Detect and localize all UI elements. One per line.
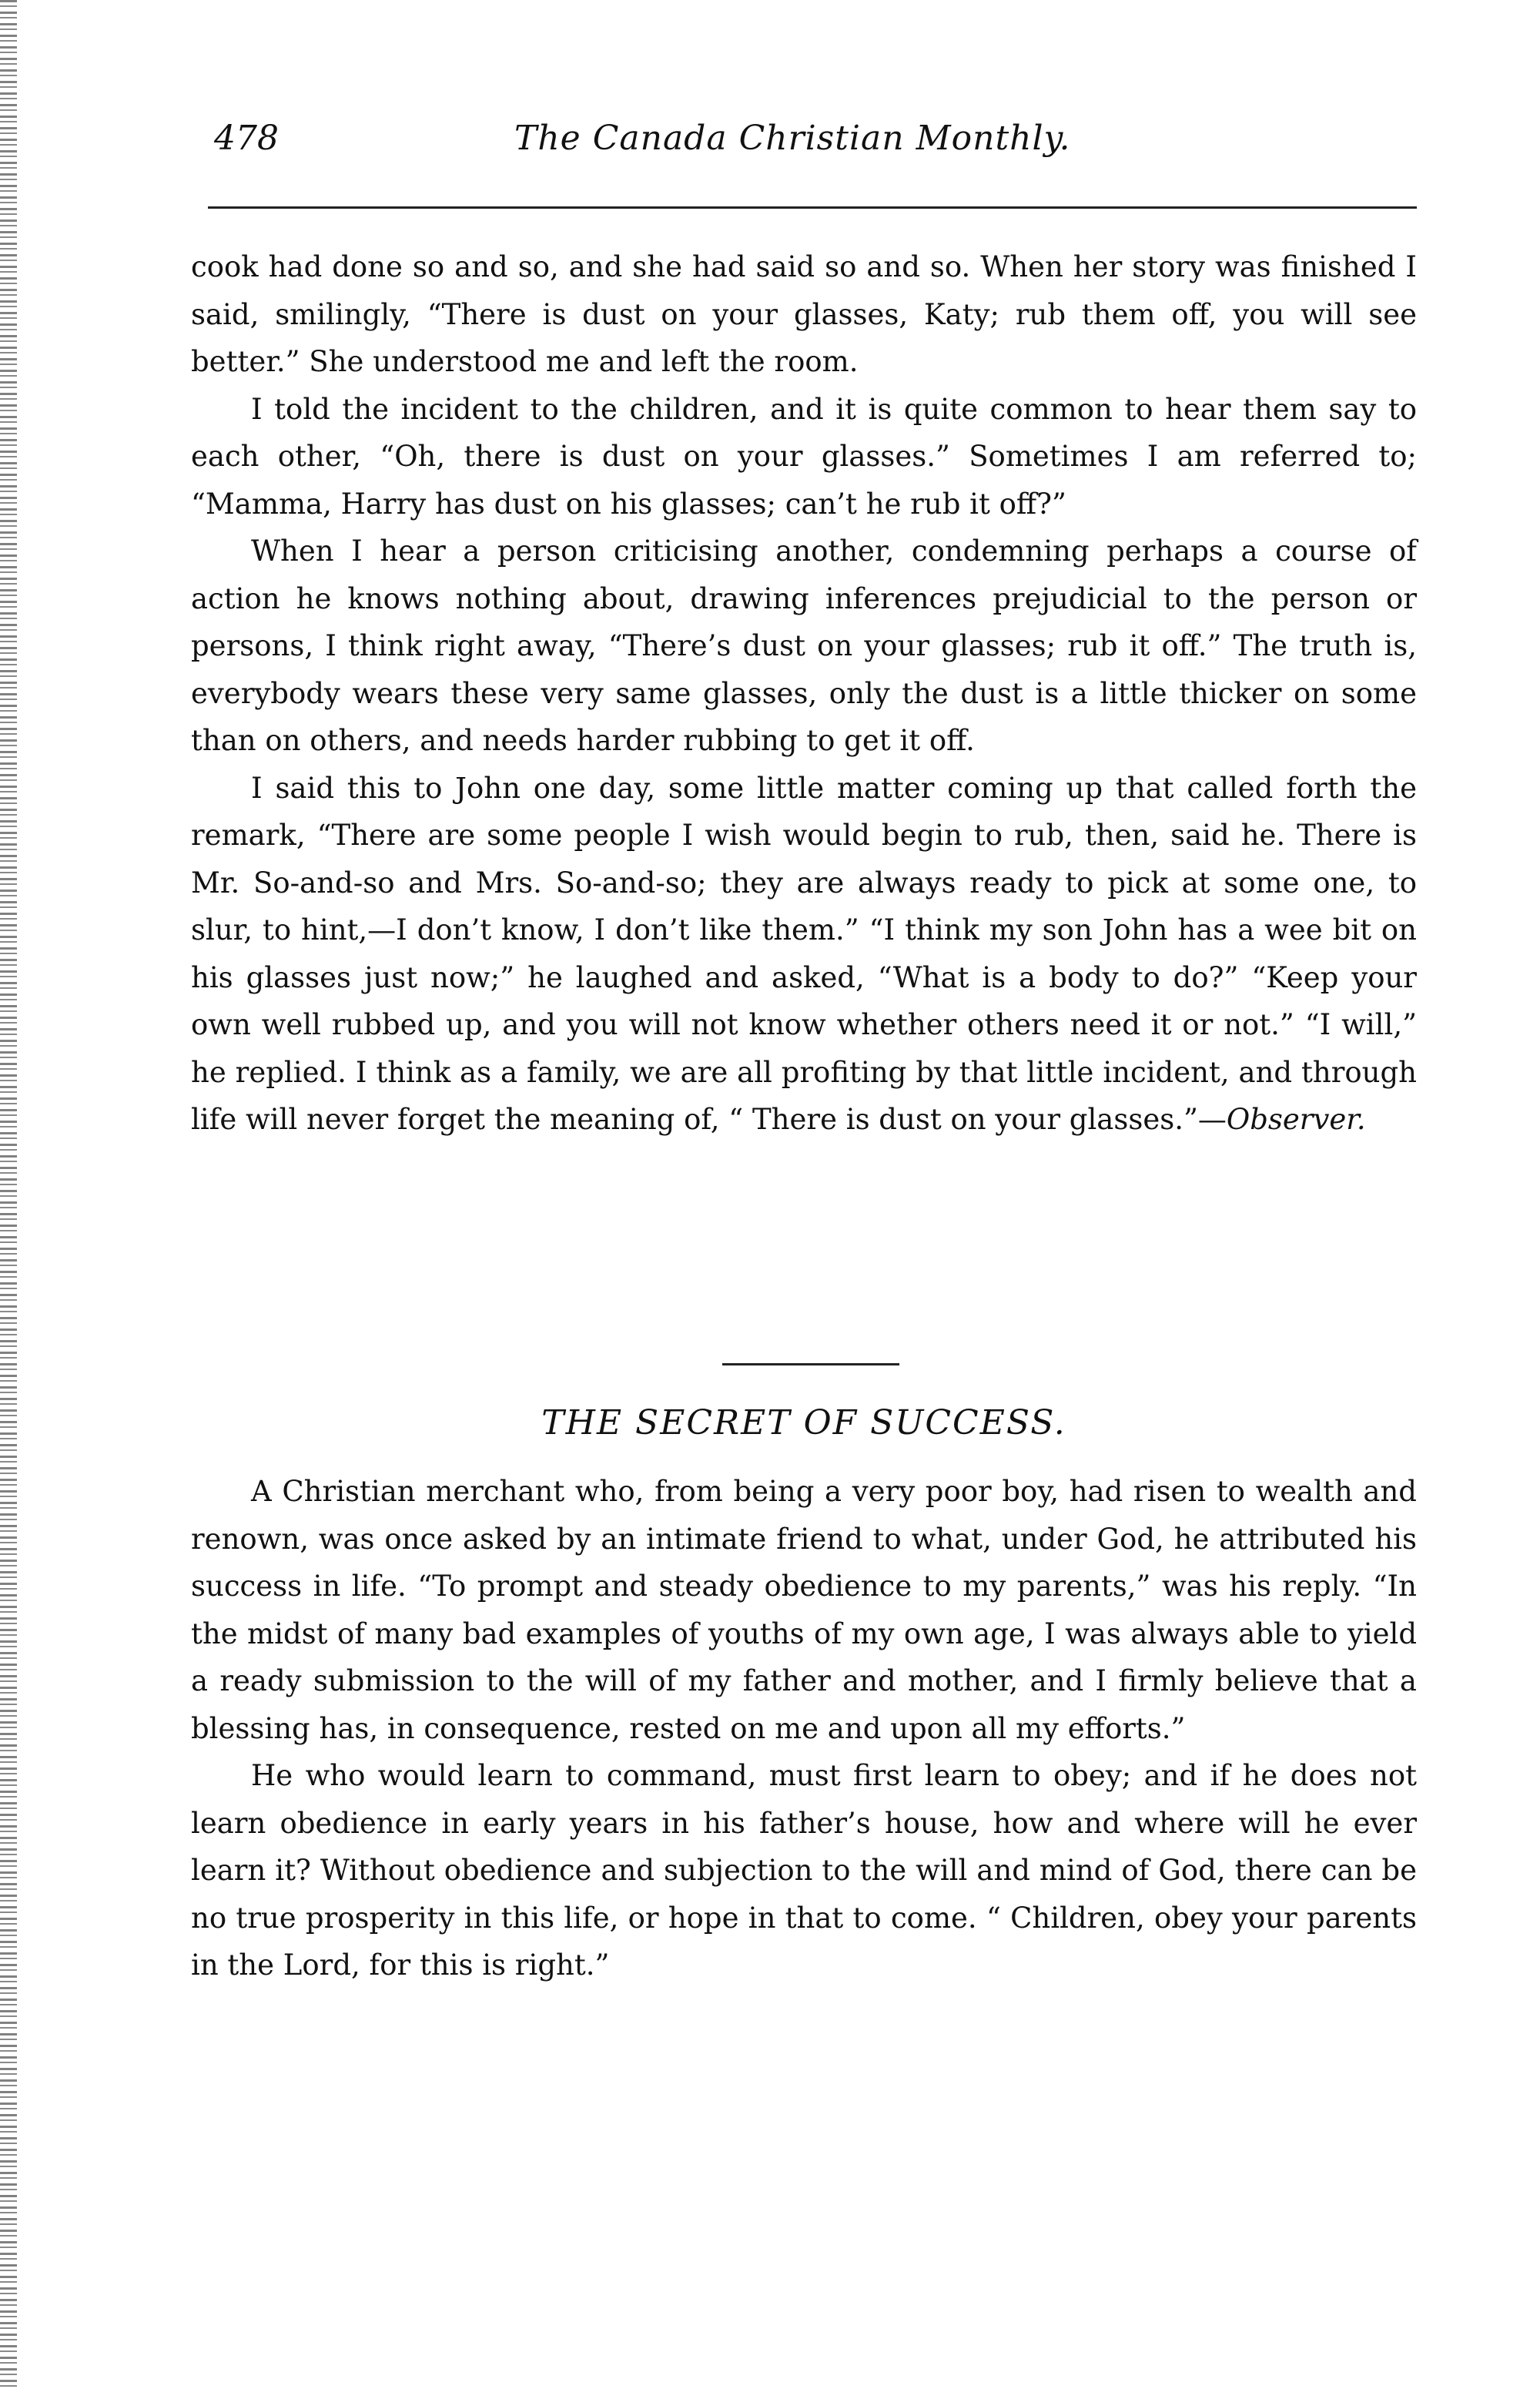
scanned-binding-edge — [0, 0, 17, 2389]
page-number: 478 — [214, 119, 279, 158]
paragraph: I told the incident to the children, and it is quite common to hear them say to each other, “Oh, there is dust on your glasses.” Sometimes I am referred to; “Mamma, Harry has dust on his glasses; can’t he rub it off?” — [191, 392, 1417, 521]
paragraph: He who would learn to command, must first learn to obey; and if he does not learn obedience in early years in his father’s house, how and where will he ever learn it? Without obedience and subjection to the will and mind of God, there can be no true prosperity in this life, or hope in that to come. “ Children, obey your parents in the Lord, for this is right.” — [191, 1759, 1417, 1982]
paragraph-text: I said this to John one day, some little matter coming up that called forth the remark, “There are some people I wish would begin to rub, then, said he. There is Mr. So-and-so and Mrs. So-and-so; they are always ready to pick at some one, to slur, to hint,—I don’t know, I don’t like them.” “I think my son John has a wee bit on his glasses just now;” he laughed and asked, “What is a body to do?” “Keep your own well rubbed up, and you will not know whether others need it or not.” “I will,” he replied. I think as a family, we are all profiting by that little incident, and through life will never forget the meaning of, “ There is dust on your glasses.”— — [191, 771, 1417, 1136]
paragraph: When I hear a person criticising another, condemning perhaps a course of action he knows nothing about, drawing inferences prejudicial to the person or persons, I think right away, “There’s dust on your glasses; rub it off.” The truth is, everybody wears these very same glasses, only the dust is a little thicker on some than on others, and needs harder rubbing to get it off. — [191, 534, 1417, 757]
running-title: The Canada Christian Monthly. — [514, 119, 1071, 158]
header-rule — [208, 206, 1417, 209]
article-dust-on-glasses — [191, 243, 1417, 1144]
article-secret-of-success — [191, 1468, 1417, 1989]
paragraph: cook had done so and so, and she had said so and so. When her story was finished I said, smilingly, “There is dust on your glasses, Katy; rub them off, you will see better.” She understood me and left the room. — [191, 250, 1417, 378]
attribution: Observer. — [1226, 1103, 1366, 1136]
section-title: THE SECRET OF SUCCESS. — [541, 1403, 1066, 1442]
section-divider — [722, 1363, 899, 1365]
running-header — [191, 116, 1417, 177]
paragraph-with-attribution — [191, 765, 1417, 1144]
paragraph: A Christian merchant who, from being a very poor boy, had risen to wealth and renown, was once asked by an intimate friend to what, under God, he attributed his success in life. “To prompt and steady obedience to my parents,” was his reply. “In the midst of many bad examples of youths of my own age, I was always able to yield a ready submission to the will of my father and mother, and I firmly believe that a blessing has, in consequence, rested on me and upon all my efforts.” — [191, 1475, 1417, 1745]
